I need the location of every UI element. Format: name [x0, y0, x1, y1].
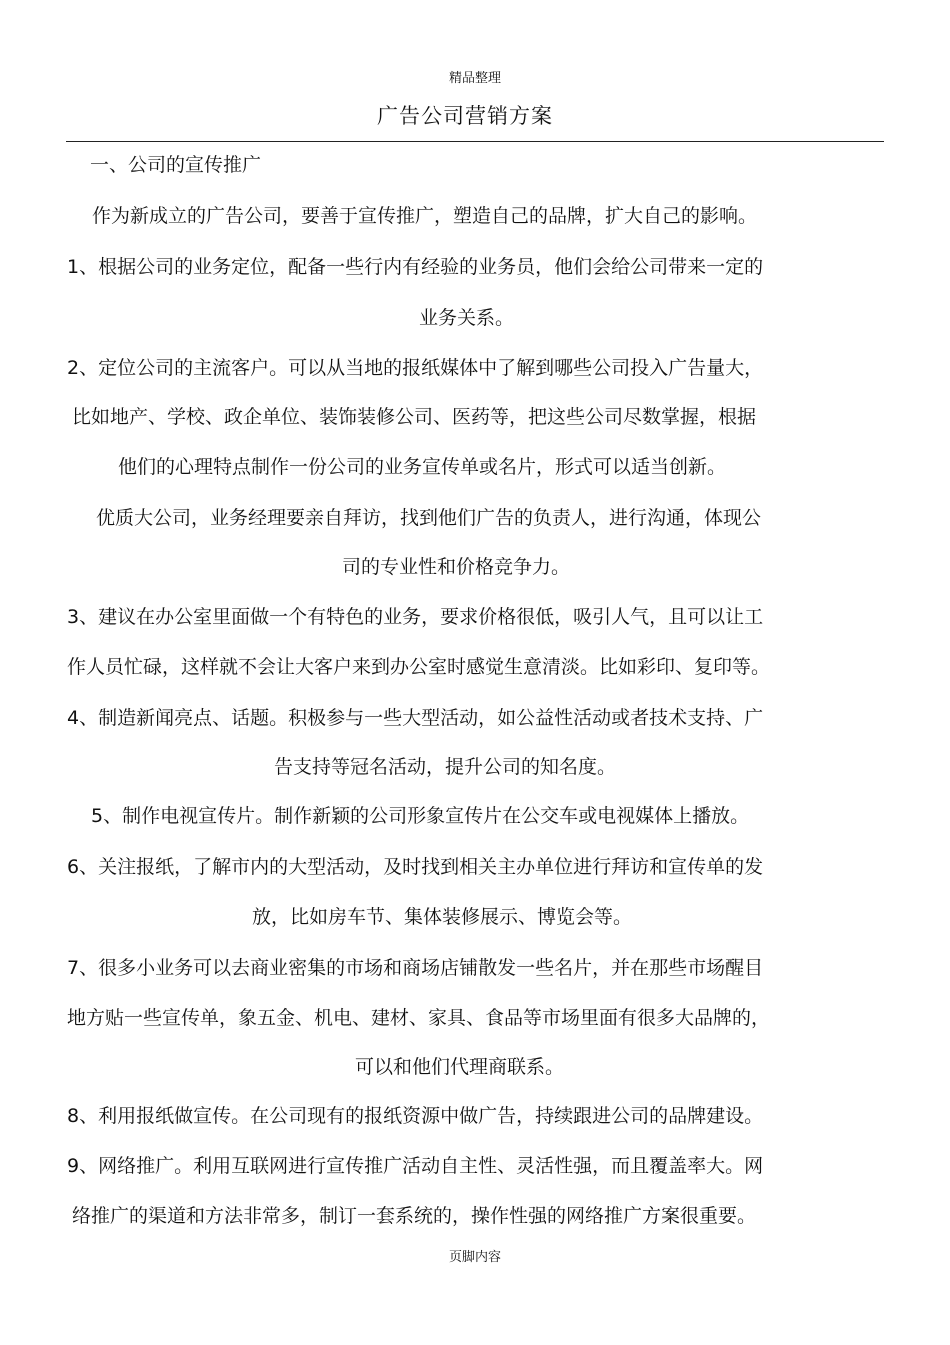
paragraph-line: 业务关系。 [419, 307, 515, 329]
paragraph-line: 7、很多小业务可以去商业密集的市场和商场店铺散发一些名片，并在那些市场醒目 [67, 957, 764, 979]
paragraph-line: 8、利用报纸做宣传。在公司现有的报纸资源中做广告，持续跟进公司的品牌建设。 [67, 1105, 764, 1127]
page-header: 精品整理 [448, 71, 501, 86]
document-title: 广告公司营销方案 [377, 104, 553, 128]
paragraph-line: 比如地产、学校、政企单位、装饰装修公司、医药等，把这些公司尽数掌握，根据 [72, 406, 757, 428]
paragraph-line: 作为新成立的广告公司，要善于宣传推广，塑造自己的品牌，扩大自己的影响。 [92, 205, 758, 227]
paragraph-line: 作人员忙碌，这样就不会让大客户来到办公室时感觉生意清淡。比如彩印、复印等。 [67, 656, 771, 678]
section-heading: 一、公司的宣传推广 [90, 154, 262, 176]
paragraph-line: 络推广的渠道和方法非常多，制订一套系统的，操作性强的网络推广方案很重要。 [72, 1205, 757, 1227]
title-divider [66, 141, 884, 142]
paragraph-line: 5、制作电视宣传片。制作新颖的公司形象宣传片在公交车或电视媒体上播放。 [91, 805, 750, 827]
paragraph-line: 优质大公司，业务经理要亲自拜访，找到他们广告的负责人，进行沟通，体现公 [96, 507, 762, 529]
paragraph-line: 司的专业性和价格竞争力。 [342, 556, 571, 578]
paragraph-line: 可以和他们代理商联系。 [355, 1056, 565, 1078]
paragraph-line: 告支持等冠名活动，提升公司的知名度。 [274, 756, 617, 778]
paragraph-line: 1、根据公司的业务定位，配备一些行内有经验的业务员，他们会给公司带来一定的 [67, 256, 764, 278]
paragraph-line: 3、建议在办公室里面做一个有特色的业务，要求价格很低，吸引人气，且可以让工 [67, 606, 764, 628]
paragraph-line: 2、定位公司的主流客户。可以从当地的报纸媒体中了解到哪些公司投入广告量大， [67, 357, 764, 379]
paragraph-line: 他们的心理特点制作一份公司的业务宣传单或名片，形式可以适当创新。 [118, 456, 727, 478]
paragraph-line: 4、制造新闻亮点、话题。积极参与一些大型活动，如公益性活动或者技术支持、广 [67, 707, 764, 729]
paragraph-line: 9、网络推广。利用互联网进行宣传推广活动自主性、灵活性强，而且覆盖率大。网 [67, 1155, 764, 1177]
paragraph-line: 地方贴一些宣传单，象五金、机电、建材、家具、食品等市场里面有很多大品牌的， [67, 1007, 771, 1029]
paragraph-line: 放，比如房车节、集体装修展示、博览会等。 [252, 906, 633, 928]
page-footer: 页脚内容 [448, 1250, 501, 1265]
paragraph-line: 6、关注报纸，了解市内的大型活动，及时找到相关主办单位进行拜访和宣传单的发 [67, 856, 764, 878]
